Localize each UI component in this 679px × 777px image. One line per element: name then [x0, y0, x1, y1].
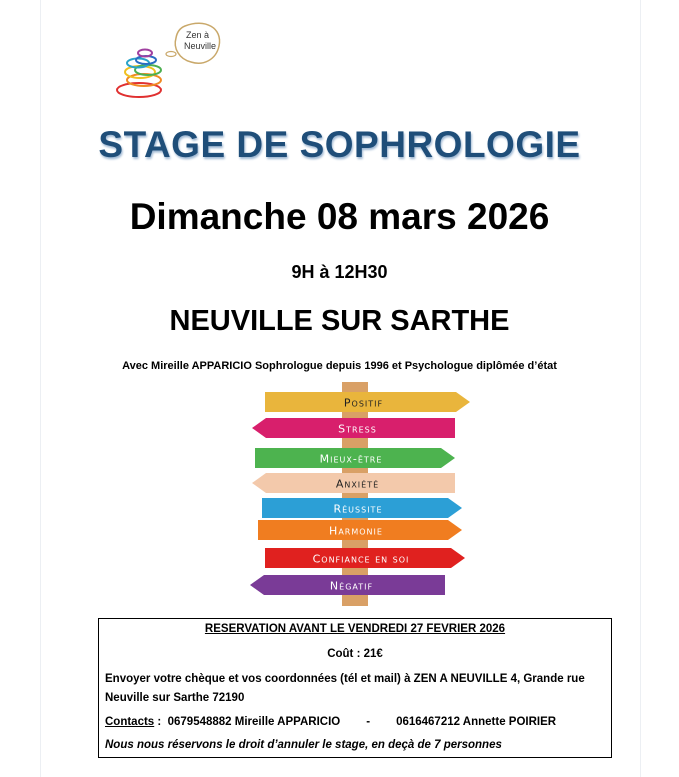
- signpost-pole: [342, 382, 368, 606]
- sign-label: Confiance en soi: [312, 552, 410, 566]
- reservation-heading: RESERVATION AVANT LE VENDREDI 27 FEVRIER 2026: [204, 623, 506, 635]
- reservation-box: [98, 618, 612, 758]
- sign-label: Négatif: [329, 579, 374, 593]
- cancellation-note: Nous nous réservons le droit d’annuler le stage, en deçà de 7 personnes: [105, 739, 502, 751]
- zen-a-neuville-logo: [115, 18, 225, 103]
- contacts-line: [105, 716, 556, 728]
- contacts-label: Contacts: [105, 716, 155, 728]
- contact-1: 0679548882 Mireille APPARICIO: [167, 716, 341, 728]
- contacts-sep: :: [154, 716, 168, 728]
- signpost-illustration: [240, 380, 480, 610]
- send-instructions-line2: Neuville sur Sarthe 72190: [105, 692, 245, 704]
- event-date: Dimanche 08 mars 2026: [129, 196, 550, 237]
- sign-2: [255, 448, 455, 468]
- sign-label: Réussite: [333, 502, 383, 516]
- sign-label: Stress: [338, 422, 377, 436]
- svg-text:Neuville: Neuville: [184, 41, 217, 51]
- event-host: Avec Mireille APPARICIO Sophrologue depuis 1996 et Psychologue diplômée d’état: [122, 360, 557, 372]
- page-title: STAGE DE SOPHROLOGIE: [98, 124, 581, 165]
- sign-label: Harmonie: [329, 524, 383, 538]
- sign-label: Anxiété: [335, 477, 380, 491]
- send-instructions-line1: Envoyer votre chèque et vos coordonnées (tél et mail) à ZEN A NEUVILLE 4, Grande rue: [105, 673, 585, 685]
- cost: Coût : 21€: [327, 648, 383, 660]
- sign-label: Positif: [343, 396, 384, 410]
- contact-2: 0616467212 Annette POIRIER: [396, 716, 557, 728]
- sign-7: [250, 575, 445, 595]
- svg-text:Zen à: Zen à: [186, 30, 210, 40]
- sign-5: [258, 520, 462, 540]
- sign-label: Mieux-être: [319, 452, 383, 466]
- sign-6: [265, 548, 465, 568]
- sign-1: [252, 418, 455, 438]
- sign-0: [265, 392, 470, 412]
- page-edge-right: [640, 0, 641, 777]
- sign-4: [262, 498, 462, 518]
- event-time: 9H à 12H30: [291, 262, 388, 282]
- sign-3: [252, 473, 455, 493]
- page-edge-left: [40, 0, 41, 777]
- contact-dash: -: [366, 716, 371, 728]
- event-place: NEUVILLE SUR SARTHE: [169, 305, 510, 337]
